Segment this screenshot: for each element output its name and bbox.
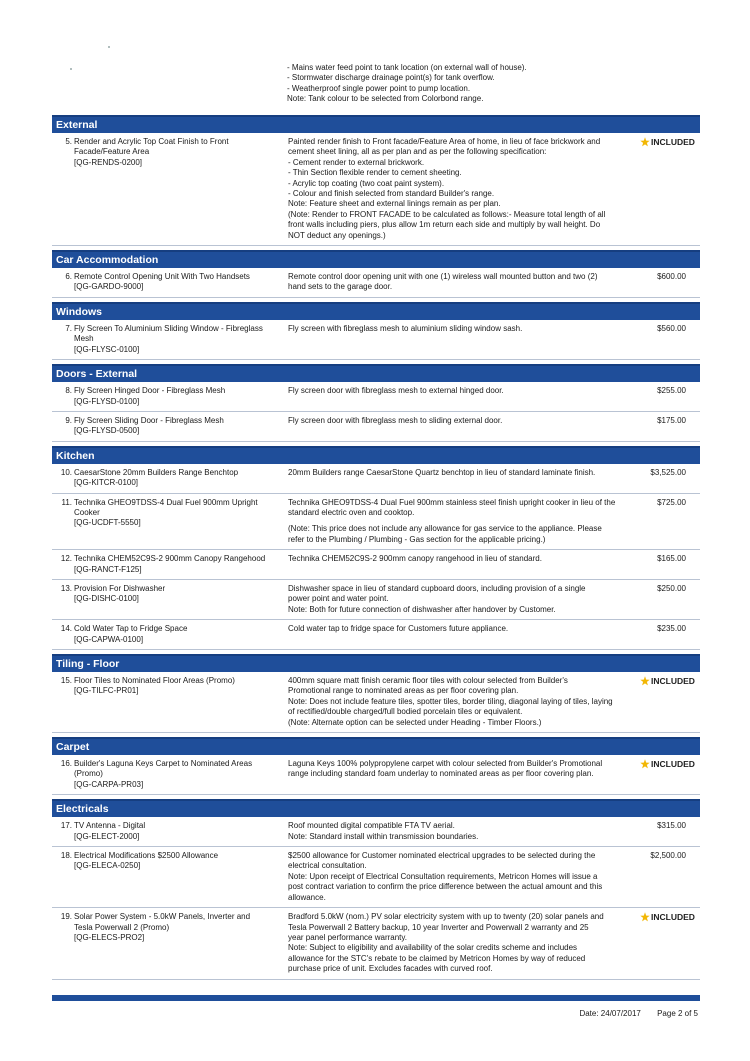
scan-speck: [70, 68, 72, 70]
item-description-line: - Acrylic top coating (two coat paint system).: [288, 178, 445, 188]
star-icon: [640, 759, 650, 769]
item-number: 18.: [60, 851, 72, 861]
included-label: INCLUDED: [651, 912, 695, 923]
item-description-line: cement sheet lining, all as per plan and as per the following specification:: [288, 147, 547, 157]
footer-date: Date: 24/07/2017: [579, 1009, 641, 1018]
item-description-line: Note: Upon receipt of Electrical Consultation requirements, Metricon Homes will issue a: [288, 871, 598, 881]
item-name-line: [QG-UCDFT-5550]: [74, 518, 141, 528]
item-price: [640, 137, 709, 241]
item-description: [286, 137, 640, 241]
item-description-line: (Note: This price does not include any allowance for gas service to the appliance. Please: [288, 524, 602, 534]
item-description-line: Dishwasher space in lieu of standard cupboard doors, including provision of a single: [288, 583, 586, 593]
item-row: [52, 412, 700, 442]
item-name-line: [QG-GARDO-9000]: [74, 282, 144, 292]
item-name-line: Floor Tiles to Nominated Floor Areas (Promo): [74, 676, 235, 685]
item-price: [640, 759, 709, 790]
section-header: Car Accommodation: [52, 250, 700, 268]
item-name: [74, 624, 286, 645]
item-description: [286, 851, 640, 903]
included-badge: [640, 676, 695, 686]
item-name: [74, 498, 286, 546]
item-name-line: TV Antenna - Digital: [74, 821, 146, 831]
item-name-line: [QG-RANCT-F125]: [74, 564, 142, 574]
item-description: [286, 821, 640, 842]
item-name-line: [QG-RENDS-0200]: [74, 157, 143, 167]
item-description-line: Bradford 5.0kW (nom.) PV solar electricity system with up to twenty (20) solar panels and: [288, 912, 604, 922]
item-description-line: Remote control door opening unit with one (1) wireless wall mounted button and two (2): [288, 272, 598, 282]
item-description-line: front walls including piers, plus allow 1m return each side and multiply by wall height. Do: [288, 220, 601, 230]
item-number: 7.: [65, 323, 72, 333]
item-name-line: Provision For Dishwasher: [74, 583, 166, 593]
item-number: 15.: [60, 676, 72, 685]
item-price: $250.00: [657, 583, 686, 593]
item-name-line: Remote Control Opening Unit With Two Handsets: [74, 272, 250, 282]
item-name-line: Electrical Modifications $2500 Allowance: [74, 851, 219, 861]
item-name: [74, 851, 286, 903]
item-row: [52, 755, 700, 795]
item-name-line: [QG-CAPWA-0100]: [74, 634, 144, 644]
included-badge: [640, 137, 695, 147]
item-row: [52, 580, 700, 620]
item-name-line: [QG-ELECA-0250]: [74, 861, 141, 871]
item-description-line: electrical consultation.: [288, 861, 367, 871]
item-row: [52, 672, 700, 733]
item-description: [286, 468, 640, 489]
item-name-line: [QG-FLYSD-0500]: [74, 426, 140, 436]
item-name-line: Mesh: [74, 334, 94, 344]
item-name-line: [QG-CARPA-PR03]: [74, 779, 144, 789]
item-description-line: Note: Does not include feature tiles, spotter tiles, border tiling, diagonal laying of tiles, laying: [288, 696, 613, 706]
item-description: [286, 498, 640, 546]
tank-note-line: - Weatherproof single power point to pump location.: [287, 83, 471, 93]
item-name-line: Cold Water Tap to Fridge Space: [74, 624, 188, 634]
item-row: [52, 817, 700, 847]
item-description-line: (Note: Alternate option can be selected under Heading - Timber Floors.): [288, 717, 542, 727]
item-description-line: 20mm Builders range CaesarStone Quartz benchtop in lieu of standard laminate finish.: [288, 467, 596, 477]
sections-list: [52, 115, 700, 980]
item-name-line: Fly Screen Sliding Door - Fibreglass Mesh: [74, 415, 224, 425]
section-header: Carpet: [52, 737, 700, 755]
page-footer: [565, 1009, 698, 1019]
star-icon: [640, 137, 650, 147]
item-description-line: - Colour and finish selected from standard Builder's range.: [288, 189, 495, 199]
footer-page-number: Page 2 of 5: [657, 1009, 698, 1018]
item-description-line: NOT deduct any openings.): [288, 230, 386, 240]
section-header: Doors - External: [52, 364, 700, 382]
item-name-line: Cooker: [74, 507, 100, 517]
item-price: $235.00: [657, 624, 686, 634]
item-name-line: (Promo): [74, 769, 103, 779]
item-number: 6.: [65, 272, 72, 282]
item-name-line: [QG-FLYSC-0100]: [74, 344, 140, 354]
tank-notes: [287, 63, 637, 105]
item-name: [74, 324, 286, 355]
item-name: [74, 386, 286, 407]
item-description-line: - Cement render to external brickwork.: [288, 157, 425, 167]
item-description: [286, 676, 640, 728]
item-name: [74, 676, 286, 728]
item-description-line: refer to the Plumbing / Plumbing - Gas section for the applicable pricing.): [288, 534, 546, 544]
item-name-line: Solar Power System - 5.0kW Panels, Inverter and: [74, 912, 251, 922]
item-name: [74, 912, 286, 974]
section-header: External: [52, 115, 700, 133]
item-name-line: CaesarStone 20mm Builders Range Benchtop: [74, 467, 239, 477]
item-row: [52, 382, 700, 412]
item-number: 17.: [60, 821, 72, 831]
item-row: [52, 620, 700, 650]
item-name-line: Fly Screen To Aluminium Sliding Window - Fibreglass: [74, 323, 263, 333]
item-row: [52, 550, 700, 580]
item-description-line: post contract variation to confirm the price difference between the actual amount and this: [288, 882, 603, 892]
tank-note-line: Note: Tank colour to be selected from Colorbond range.: [287, 94, 484, 104]
section-header: Electricals: [52, 799, 700, 817]
included-label: INCLUDED: [651, 676, 695, 686]
item-name-line: [QG-DISHC-0100]: [74, 594, 139, 604]
item-description: [286, 554, 640, 575]
star-icon: [640, 676, 650, 686]
item-description-line: range including standard foam underlay to nominated areas as per floor covering plan.: [288, 769, 594, 779]
item-number: 12.: [60, 554, 72, 564]
item-name: [74, 821, 286, 842]
item-name: [74, 272, 286, 293]
item-price: $2,500.00: [650, 851, 686, 861]
item-description-line: (Note: Render to FRONT FACADE to be calculated as follows:- Measure total length of all: [288, 209, 606, 219]
item-description: [286, 324, 640, 355]
item-price: $165.00: [657, 554, 686, 564]
item-name-line: Render and Acrylic Top Coat Finish to Front: [74, 137, 229, 146]
item-row: [52, 847, 700, 908]
star-icon: [640, 912, 650, 922]
item-row: [52, 494, 700, 551]
footer-bar: [52, 995, 700, 1001]
item-price: [640, 676, 709, 728]
included-badge: [640, 759, 695, 769]
item-description: [286, 386, 640, 407]
item-name-line: [QG-ELECT-2000]: [74, 831, 140, 841]
item-price: $175.00: [657, 415, 686, 425]
item-number: 8.: [65, 386, 72, 396]
item-price: [640, 912, 709, 974]
item-description-line: purchase price of unit. Excludes facades with curved roof.: [288, 964, 493, 974]
item-description-line: year panel performance warranty.: [288, 932, 408, 942]
item-price: $315.00: [657, 821, 686, 831]
item-description: [286, 416, 640, 437]
item-name: [74, 137, 286, 241]
item-name: [74, 759, 286, 790]
item-price: $3,525.00: [650, 467, 686, 477]
item-name-line: [QG-TILFC-PR01]: [74, 686, 139, 696]
item-description-line: Note: Standard install within transmission boundaries.: [288, 831, 479, 841]
scan-speck: [108, 46, 110, 48]
item-description-line: Laguna Keys 100% polypropylene carpet with colour selected from Builder's Promotional: [288, 759, 603, 769]
item-number: 13.: [60, 583, 72, 593]
tank-note-line: - Mains water feed point to tank location (on external wall of house).: [287, 63, 527, 72]
item-price: $725.00: [657, 497, 686, 507]
item-row: [52, 908, 700, 979]
item-number: 14.: [60, 624, 72, 634]
section-header: Tiling - Floor: [52, 654, 700, 672]
item-row: [52, 133, 700, 246]
included-label: INCLUDED: [651, 759, 695, 770]
item-description-line: Fly screen door with fibreglass mesh to external hinged door.: [288, 386, 504, 396]
item-number: 11.: [61, 497, 72, 507]
item-description-line: allowance for the STC's rebate to be claimed by Metricon Homes by way of reduced: [288, 953, 586, 963]
item-description: [286, 624, 640, 645]
item-price: $600.00: [657, 272, 686, 282]
item-description-line: Promotional range to nominated areas as per floor covering plan.: [288, 686, 519, 696]
item-number: 16.: [60, 759, 72, 769]
item-description: [286, 759, 640, 790]
item-description: [286, 584, 640, 615]
item-number: 19.: [60, 912, 72, 922]
item-description-line: Cold water tap to fridge space for Customers future appliance.: [288, 624, 509, 634]
section-header: Windows: [52, 302, 700, 320]
included-badge: [640, 912, 695, 922]
item-description-line: allowance.: [288, 892, 326, 902]
item-description-line: Painted render finish to Front facade/Feature Area of home, in lieu of face brickwork and: [288, 137, 601, 146]
item-name: [74, 554, 286, 575]
section-header: Kitchen: [52, 446, 700, 464]
item-name: [74, 584, 286, 615]
item-name-line: Technika CHEM52C9S-2 900mm Canopy Rangehood: [74, 554, 266, 564]
item-name-line: Fly Screen Hinged Door - Fibreglass Mesh: [74, 386, 226, 396]
item-name-line: [QG-KITCR-0100]: [74, 478, 139, 488]
item-row: [52, 268, 700, 298]
item-number: 9.: [65, 415, 72, 425]
item-row: [52, 320, 700, 360]
item-description-line: Note: Subject to eligibility and availability of the solar credits scheme and includes: [288, 943, 578, 953]
item-name-line: Builder's Laguna Keys Carpet to Nominated Areas: [74, 759, 253, 769]
tank-note-line: - Stormwater discharge drainage point(s) for tank overflow.: [287, 73, 495, 83]
item-description: [286, 272, 640, 293]
item-name-line: Technika GHEO9TDSS-4 Dual Fuel 900mm Upright: [74, 497, 258, 507]
item-price: $560.00: [657, 323, 686, 333]
included-label: INCLUDED: [651, 137, 695, 147]
item-number: 10.: [60, 467, 72, 477]
item-description-line: of rectified/double charged/full bodied porcelain tiles or equivalent.: [288, 707, 523, 717]
item-name: [74, 468, 286, 489]
item-description-line: Note: Both for future connection of dishwasher after handover by Customer.: [288, 604, 556, 614]
item-row: [52, 464, 700, 494]
item-description-line: $2500 allowance for Customer nominated electrical upgrades to be selected during the: [288, 851, 596, 861]
item-description-line: Technika CHEM52C9S-2 900mm canopy rangehood in lieu of standard.: [288, 554, 542, 564]
item-number: 5.: [65, 137, 72, 146]
item-name: [74, 416, 286, 437]
item-price: $255.00: [657, 386, 686, 396]
item-name-line: Tesla Powerwall 2 (Promo): [74, 922, 170, 932]
item-description-line: - Thin Section flexible render to cement sheeting.: [288, 168, 462, 178]
item-description-line: Note: Feature sheet and external linings remain as per plan.: [288, 199, 501, 209]
item-description-line: Roof mounted digital compatible FTA TV aerial.: [288, 821, 455, 831]
item-name-line: [QG-FLYSD-0100]: [74, 396, 140, 406]
item-name-line: Facade/Feature Area: [74, 147, 150, 157]
item-name-line: [QG-ELECS-PRO2]: [74, 932, 145, 942]
item-description: [286, 912, 640, 974]
item-description-line: hand sets to the garage door.: [288, 282, 393, 292]
item-description-line: Fly screen with fibreglass mesh to aluminium sliding window sash.: [288, 323, 523, 333]
item-description-line: Technika GHEO9TDSS-4 Dual Fuel 900mm stainless steel finish upright cooker in lieu of the: [288, 497, 616, 507]
item-description-line: power point and water point.: [288, 594, 389, 604]
item-description-line: 400mm square matt finish ceramic floor tiles with colour selected from Builder's: [288, 676, 568, 685]
item-description-line: Tesla Powerwall 2 Battery backup, 10 year Inverter and Powerwall 2 warranty and 25: [288, 922, 589, 932]
item-description-line: standard electric oven and cooktop.: [288, 507, 415, 517]
item-description-line: Fly screen door with fibreglass mesh to sliding external door.: [288, 415, 503, 425]
